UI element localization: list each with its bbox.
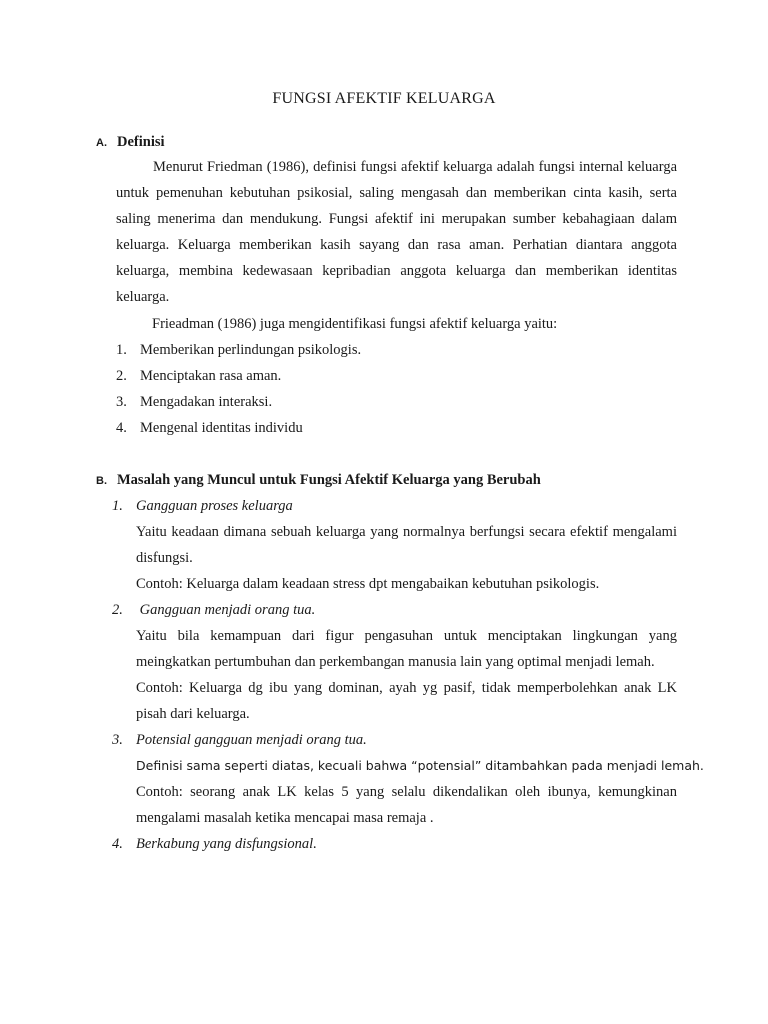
list-item-text: Memberikan perlindungan psikologis.	[140, 342, 362, 358]
definition-paragraph: Menurut Friedman (1986), definisi fungsi afektif keluarga adalah fungsi internal keluarga untuk pemenuhan kebutuhan psikosial, saling mengasah dan memberikan cinta kasih, serta saling menerima dan mendukung. Fungsi afektif ini merupakan sumber kebahagiaan dalam keluarga. Keluarga memberikan kasih sayang dan rasa aman. Perhatian diantara anggota keluarga, membina kedewasaan kepribadian anggota keluarga dan memberikan identitas keluarga.	[116, 159, 677, 305]
list-item	[116, 342, 361, 359]
section-a-letter: A.	[96, 137, 107, 149]
problem-item-label: Gangguan proses keluarga	[136, 498, 293, 514]
list-item-number: 2.	[116, 368, 127, 384]
problem-item-definition: Yaitu keadaan dimana sebuah keluarga yang normalnya berfungsi secara efektif mengalami disfungsi.	[136, 524, 677, 566]
problem-item-label: Berkabung yang disfungsional.	[136, 836, 317, 852]
problem-item-example: Contoh: Keluarga dg ibu yang dominan, ayah yg pasif, tidak memperbolehkan anak LK pisah dari keluarga.	[136, 680, 677, 722]
problem-item-definition	[136, 758, 704, 775]
problem-item-definition-text: Definisi sama seperti diatas, kecuali bahwa “potensial” ditambahkan pada menjadi lemah.	[136, 758, 704, 773]
section-b-title: Masalah yang Muncul untuk Fungsi Afektif Keluarga yang Berubah	[117, 472, 541, 488]
problem-item-title	[112, 602, 315, 619]
section-b-heading	[96, 472, 541, 489]
problem-item-example: Contoh: seorang anak LK kelas 5 yang selalu dikendalikan oleh ibunya, kemungkinan mengalami masalah ketika mencapai masa remaja .	[136, 784, 677, 826]
list-item-number: 4.	[116, 420, 127, 436]
section-a-heading	[96, 134, 165, 151]
list-item-number: 3.	[116, 394, 127, 410]
problem-item-label: Potensial gangguan menjadi orang tua.	[136, 732, 367, 748]
page-title: FUNGSI AFEKTIF KELUARGA	[272, 90, 496, 107]
identification-intro: Frieadman (1986) juga mengidentifikasi fungsi afektif keluarga yaitu:	[152, 316, 558, 332]
problem-item-number: 1.	[112, 498, 123, 514]
list-item	[116, 368, 281, 385]
problem-item-title	[112, 498, 293, 515]
list-item-text: Mengadakan interaksi.	[140, 394, 273, 410]
problem-item-example: Contoh: Keluarga dalam keadaan stress dpt mengabaikan kebutuhan psikologis.	[136, 576, 600, 592]
section-a-title: Definisi	[117, 134, 165, 150]
problem-item-number: 2.	[112, 602, 123, 618]
problem-item-number: 4.	[112, 836, 123, 852]
list-item	[116, 394, 272, 411]
problem-item-definition: Yaitu bila kemampuan dari figur pengasuhan untuk menciptakan lingkungan yang meingkatkan pertumbuhan dan perkembangan manusia lain yang optimal menjadi lemah.	[136, 628, 677, 670]
problem-item-title	[112, 732, 367, 749]
list-item-text: Menciptakan rasa aman.	[140, 368, 282, 384]
problem-item-label: Gangguan menjadi orang tua.	[136, 602, 316, 618]
section-b-letter: B.	[96, 475, 107, 487]
problem-item-number: 3.	[112, 732, 123, 748]
list-item-number: 1.	[116, 342, 127, 358]
list-item-text: Mengenal identitas individu	[140, 420, 303, 436]
list-item	[116, 420, 303, 437]
problem-item-title	[112, 836, 317, 853]
